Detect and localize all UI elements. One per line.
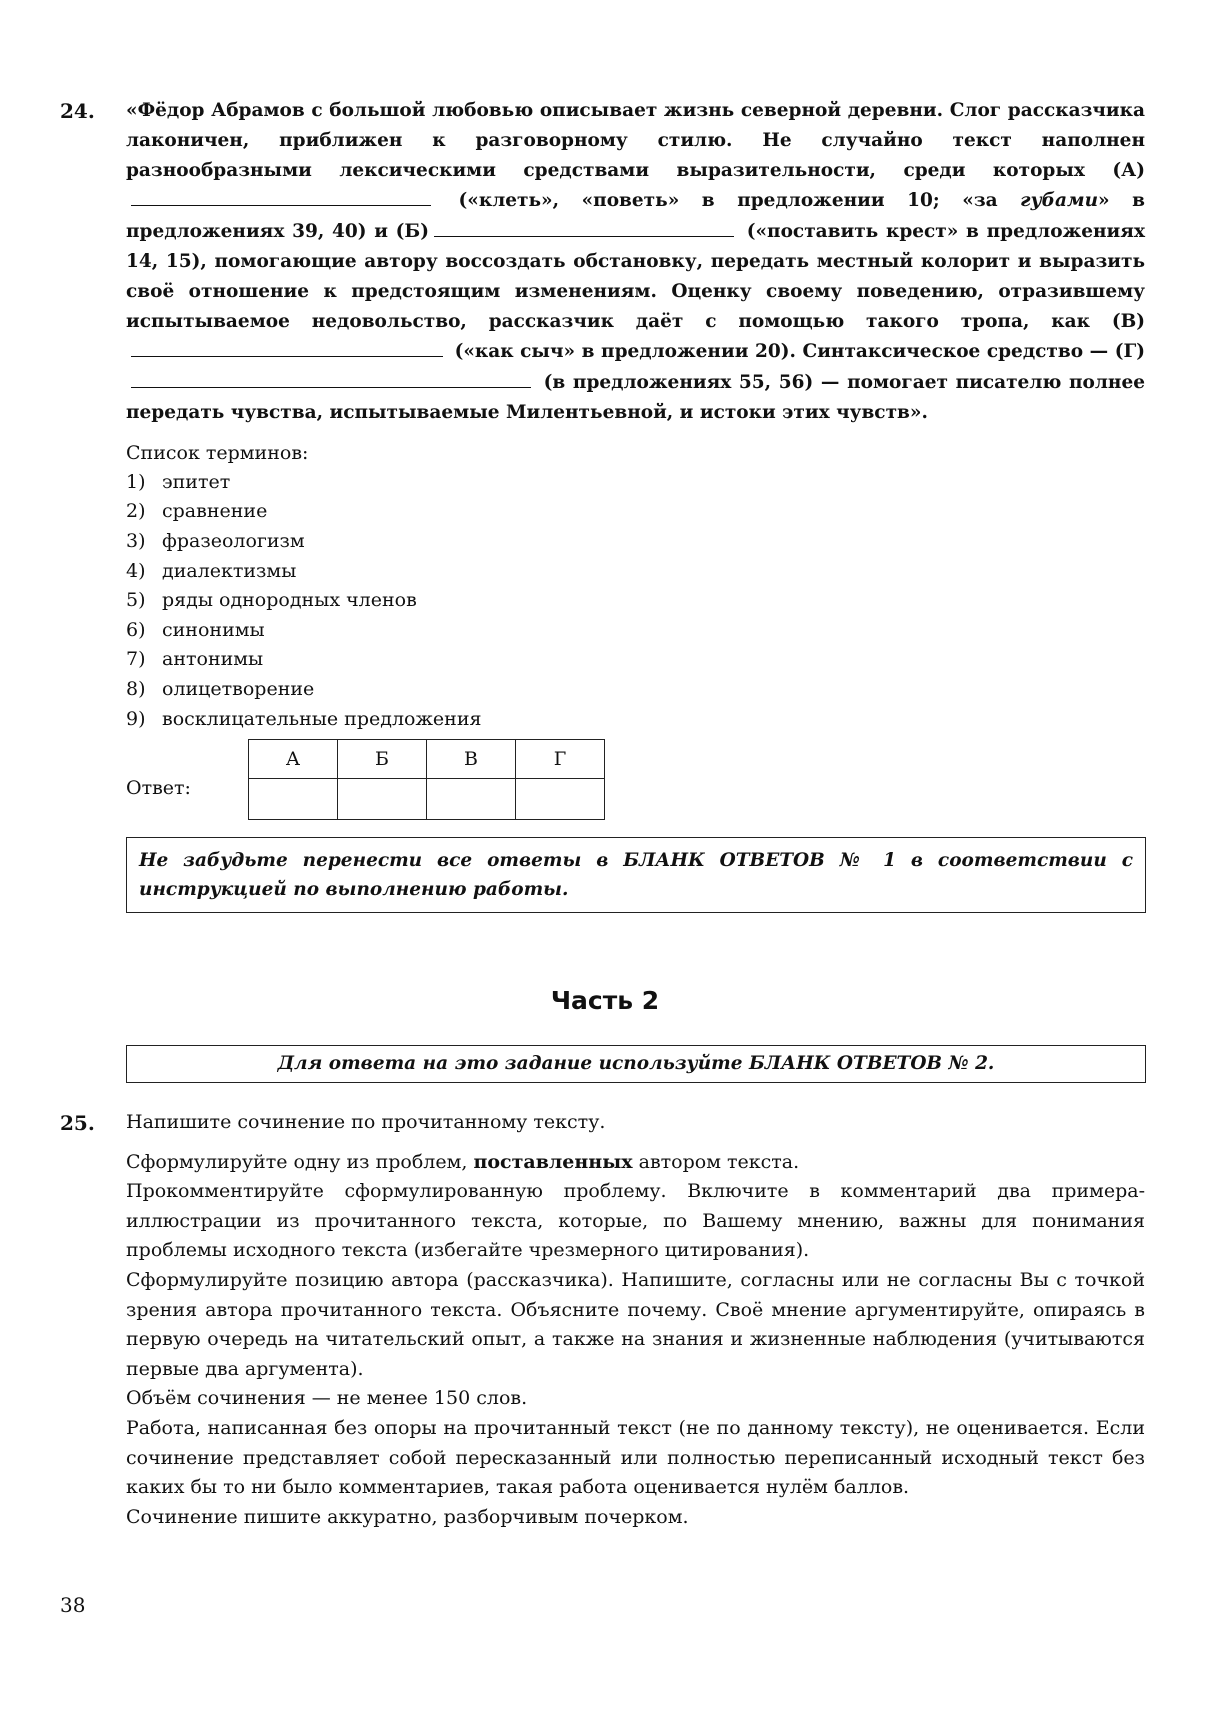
term-text: антонимы bbox=[162, 648, 264, 671]
term-text: синонимы bbox=[162, 618, 265, 641]
answer-label: Ответ: bbox=[126, 777, 191, 800]
answer-row bbox=[126, 739, 1145, 823]
task-24 bbox=[60, 96, 1145, 913]
list-item bbox=[126, 557, 1145, 587]
answer-header-row bbox=[249, 740, 605, 779]
blank-g-reference: (в предложениях 55, 56) — помогает писателю полнее передать чувства, испытываемые Милентьевной, и истоки этих чувств». bbox=[126, 372, 1145, 423]
task-25-paragraph: Прокомментируйте сформулированную проблему. Включите в комментарий два примера-иллюстрации из прочитанного текста, которые, по Вашему мнению, важны для понимания проблемы исходного текста (избегайте чрезмерного цитирования). bbox=[126, 1180, 1145, 1262]
answer-sheet-2-instruction: Для ответа на это задание используйте БЛАНК ОТВЕТОВ № 2. bbox=[126, 1045, 1146, 1083]
blank-a-reference-end: » в предложениях 39, 40) и bbox=[126, 190, 1145, 243]
answer-cell-g[interactable] bbox=[516, 779, 605, 820]
text-span: автором текста. bbox=[632, 1150, 800, 1173]
bold-word: поставленных bbox=[473, 1150, 633, 1173]
answer-input-row bbox=[249, 779, 605, 820]
term-text: ряды однородных членов bbox=[162, 589, 417, 612]
blank-g-label: (Г) bbox=[1114, 341, 1145, 363]
list-item bbox=[126, 527, 1145, 557]
blank-a-reference: («клеть», «поветь» в предложении 10; «за bbox=[458, 190, 1021, 212]
term-text: восклицательные предложения bbox=[162, 707, 482, 730]
answer-cell-b[interactable] bbox=[338, 779, 427, 820]
term-number: 6) bbox=[126, 618, 146, 641]
blank-a-label: (А) bbox=[1112, 159, 1145, 181]
term-number: 3) bbox=[126, 529, 146, 552]
answer-table bbox=[248, 739, 605, 820]
page-number: 38 bbox=[60, 1593, 86, 1617]
terms-list bbox=[126, 468, 1145, 734]
list-item bbox=[126, 645, 1145, 675]
answer-column-g: Г bbox=[516, 740, 605, 779]
term-text: диалектизмы bbox=[162, 559, 297, 582]
blank-v-label: (В) bbox=[1111, 310, 1145, 332]
blank-b-reference: («поставить крест» в предложениях 14, 15), помогающие автору воссоздать обстановку, передать местный колорит и выразить своё отношение к предстоящим изменениям. Оценку своему поведению, отразившему испытываемое недовольство, рассказчик даёт с помощью такого тропа, как bbox=[126, 221, 1145, 332]
list-item bbox=[126, 675, 1145, 705]
blank-g-line[interactable] bbox=[131, 367, 531, 388]
task-number: 24. bbox=[60, 99, 95, 123]
answer-sheet-notice: Не забудьте перенести все ответы в БЛАНК ОТВЕТОВ № 1 в соответствии с инструкцией по выполнению работы. bbox=[126, 837, 1146, 913]
task-25-paragraph: Сочинение пишите аккуратно, разборчивым почерком. bbox=[126, 1505, 689, 1528]
task-25 bbox=[60, 1108, 1145, 1532]
list-item bbox=[126, 705, 1145, 735]
task-25-body bbox=[126, 1108, 1145, 1532]
part-title: Часть 2 bbox=[550, 986, 660, 1015]
blank-b-label: (Б) bbox=[395, 221, 429, 243]
intro-sentence: «Фёдор Абрамов с большой любовью описывает жизнь северной деревни. Слог рассказчика лаконичен, приближен к разговорному стилю. Не случайно текст наполнен разнообразными лексическими средствами выразительности, среди которых bbox=[126, 100, 1145, 181]
blank-v-reference: («как сыч» в предложении 20). Синтаксическое средство — bbox=[454, 341, 1109, 363]
blank-v-line[interactable] bbox=[131, 336, 443, 357]
term-number: 8) bbox=[126, 677, 146, 700]
task-25-paragraph: Объём сочинения — не менее 150 слов. bbox=[126, 1387, 528, 1410]
list-item bbox=[126, 586, 1145, 616]
term-number: 1) bbox=[126, 470, 146, 493]
task-25-paragraph bbox=[126, 1148, 1145, 1178]
task-25-paragraph: Напишите сочинение по прочитанному тексту. bbox=[126, 1111, 606, 1133]
list-item bbox=[126, 468, 1145, 498]
answer-cell-v[interactable] bbox=[427, 779, 516, 820]
task-25-paragraph: Сформулируйте позицию автора (рассказчика). Напишите, согласны или не согласны Вы с точкой зрения автора прочитанного текста. Объясните почему. Своё мнение аргументируйте, опираясь в первую очередь на читательский опыт, а также на знания и жизненные наблюдения (учитываются первые два аргумента). bbox=[126, 1268, 1145, 1380]
list-item bbox=[126, 616, 1145, 646]
term-text: фразеологизм bbox=[162, 529, 305, 552]
list-item bbox=[126, 497, 1145, 527]
task-24-intro bbox=[126, 96, 1145, 428]
term-text: олицетворение bbox=[162, 677, 315, 700]
answer-column-a: А bbox=[249, 740, 338, 779]
term-number: 4) bbox=[126, 559, 146, 582]
term-number: 2) bbox=[126, 500, 146, 523]
italic-word: губами bbox=[1020, 190, 1099, 212]
task-25-paragraph: Работа, написанная без опоры на прочитанный текст (не по данному тексту), не оценивается. Если сочинение представляет собой пересказанный или полностью переписанный исходный текст без каких бы то ни было комментариев, такая работа оценивается нулём баллов. bbox=[126, 1416, 1145, 1499]
term-text: эпитет bbox=[162, 470, 231, 493]
task-number: 25. bbox=[60, 1111, 95, 1135]
term-number: 5) bbox=[126, 589, 146, 612]
terms-title: Список терминов: bbox=[126, 441, 309, 464]
term-text: сравнение bbox=[162, 500, 268, 523]
blank-b-line[interactable] bbox=[434, 216, 734, 237]
blank-a-line[interactable] bbox=[131, 185, 431, 206]
answer-column-b: Б bbox=[338, 740, 427, 779]
term-number: 7) bbox=[126, 648, 146, 671]
answer-column-v: В bbox=[427, 740, 516, 779]
answer-cell-a[interactable] bbox=[249, 779, 338, 820]
task-24-body bbox=[126, 96, 1145, 913]
text-span: Сформулируйте одну из проблем, bbox=[126, 1150, 474, 1173]
term-number: 9) bbox=[126, 707, 146, 730]
